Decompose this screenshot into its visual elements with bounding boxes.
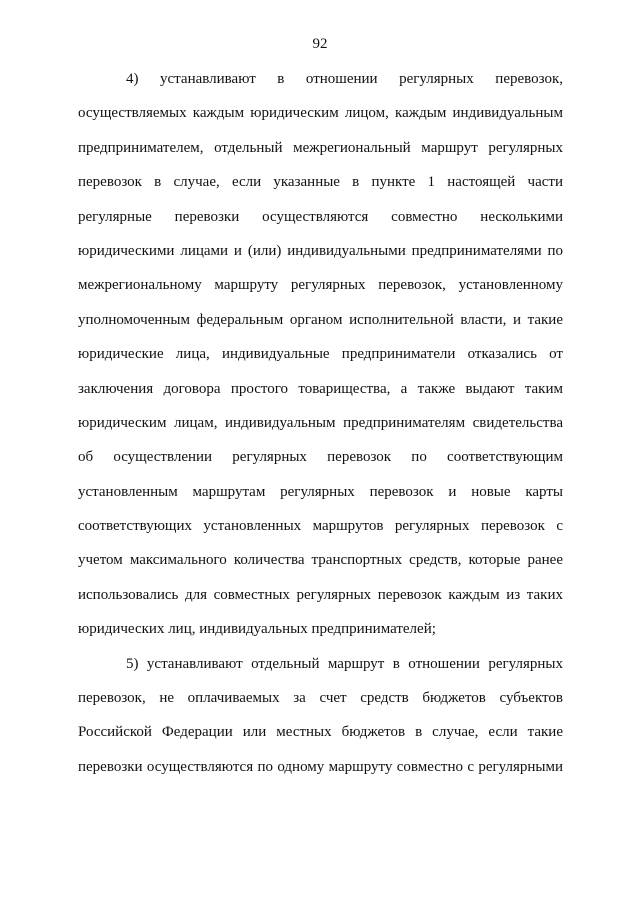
text-line: осуществляемых каждым юридическим лицом, каждым индивидуальным xyxy=(78,105,563,122)
text-line: юридическими лицами и (или) индивидуальными предпринимателями по xyxy=(78,242,563,259)
text-line: юридических лиц, индивидуальных предпринимателей; xyxy=(78,621,436,638)
text-line: предпринимателем, отдельный межрегиональный маршрут регулярных xyxy=(78,139,563,156)
text-line: перевозок, не оплачиваемых за счет средств бюджетов субъектов xyxy=(78,690,563,707)
text-line: установленным маршрутам регулярных перевозок и новые карты xyxy=(78,483,563,500)
text-line: юридическим лицам, индивидуальным предпринимателям свидетельства xyxy=(78,414,563,431)
text-line: перевозок в случае, если указанные в пункте 1 настоящей части xyxy=(78,174,563,191)
text-line: заключения договора простого товарищества, а также выдают таким xyxy=(78,380,563,397)
text-line: регулярные перевозки осуществляются совместно несколькими xyxy=(78,208,563,225)
text-line: об осуществлении регулярных перевозок по соответствующим xyxy=(78,449,563,466)
text-line: уполномоченным федеральным органом исполнительной власти, и такие xyxy=(78,311,563,328)
paragraph-item-5 xyxy=(78,655,563,793)
text-line: использовались для совместных регулярных перевозок каждым из таких xyxy=(78,586,563,603)
page-number: 92 xyxy=(312,36,328,52)
text-line: перевозки осуществляются по одному маршруту совместно с регулярными xyxy=(78,758,563,775)
text-line: 4) устанавливают в отношении регулярных перевозок, xyxy=(126,71,563,87)
text-line: Российской Федерации или местных бюджетов в случае, если такие xyxy=(78,724,563,741)
text-line: юридические лица, индивидуальные предприниматели отказались от xyxy=(78,346,563,363)
text-line: учетом максимального количества транспортных средств, которые ранее xyxy=(78,552,563,569)
document-body xyxy=(78,70,563,792)
text-line: соответствующих установленных маршрутов регулярных перевозок с xyxy=(78,518,563,535)
text-line: межрегиональному маршруту регулярных перевозок, установленному xyxy=(78,277,563,294)
paragraph-item-4 xyxy=(78,70,563,655)
text-line: 5) устанавливают отдельный маршрут в отношении регулярных xyxy=(126,655,563,672)
